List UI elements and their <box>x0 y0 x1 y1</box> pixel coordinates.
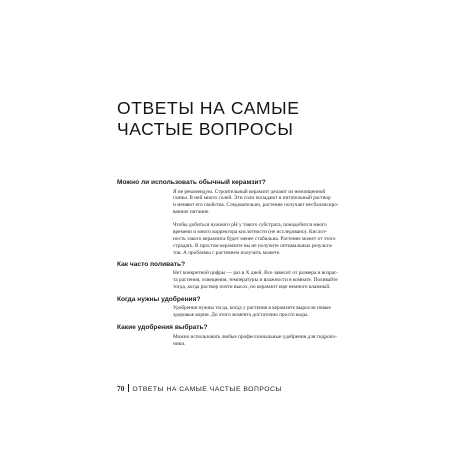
text-line: Я не рекомендую. Строительный керамзит делают из неочищенной <box>173 188 326 195</box>
faq-answer-2-paragraph-1 <box>173 270 347 291</box>
faq-item-1 <box>117 179 347 257</box>
faq-answer-3 <box>173 305 347 319</box>
faq-answer-1-paragraph-1 <box>173 189 347 217</box>
text-line: тогда, когда раствор почти высох, но керамзит еще немного влажный. <box>173 283 331 290</box>
text-line: та растения, освещения, температуры и влажности в комнате. Поливайте <box>173 277 338 284</box>
text-line: здоровые корни. До этого момента достаточно просто воды. <box>173 312 309 319</box>
text-line: Нет конкретной цифры — раз в X дней. Все зависит от размера и возрас- <box>173 270 339 277</box>
faq-content <box>117 179 347 353</box>
page-title <box>117 98 417 140</box>
faq-question-2: Как часто поливать? <box>117 260 186 268</box>
footer-divider <box>128 384 129 392</box>
text-line: и меняют его свойства. Следовательно, растение получает несбалансиро- <box>173 202 339 209</box>
text-line: глины. В ней много солей. Эти соли попадают в питательный раствор <box>173 195 331 202</box>
text-line: времени и много корректора кислотности (не исследовано). Кислот- <box>173 229 328 236</box>
text-line: ность такого керамзита будет менее стабильна. Растение может от этого <box>173 235 336 242</box>
faq-item-2 <box>117 261 347 291</box>
faq-answer-1-paragraph-2 <box>173 222 347 257</box>
page-title-line-2: ЧАСТЫЕ ВОПРОСЫ <box>117 119 294 139</box>
text-line: ники. <box>173 340 186 347</box>
faq-question-1: Можно ли использовать обычный керамзит? <box>117 179 266 186</box>
faq-answer-1 <box>173 189 347 257</box>
faq-question-3: Когда нужны удобрения? <box>117 295 201 303</box>
faq-answer-2 <box>173 270 347 291</box>
running-title: ОТВЕТЫ НА САМЫЕ ЧАСТЫЕ ВОПРОСЫ <box>132 386 282 393</box>
text-line: тов. А проблемы с растением получить можете. <box>173 249 281 256</box>
faq-answer-4-paragraph-1 <box>173 334 347 348</box>
page-footer <box>117 384 282 394</box>
text-line: Можно использовать любые профессиональные удобрения для гидропо- <box>173 333 337 340</box>
text-line: Чтобы добиться нужного рН у такого субстрата, понадобится много <box>173 222 327 229</box>
faq-answer-3-paragraph-1 <box>173 305 347 319</box>
faq-item-3 <box>117 296 347 319</box>
text-line: Удобрения нужны тогда, когда у растения в керамзите выросли новые <box>173 305 331 312</box>
faq-item-4 <box>117 324 347 347</box>
faq-answer-4 <box>173 334 347 348</box>
text-line: ванное питание. <box>173 209 210 216</box>
faq-question-4: Какие удобрения выбрать? <box>117 324 208 332</box>
page-title-line-1: ОТВЕТЫ НА САМЫЕ <box>117 98 300 118</box>
page-number: 70 <box>117 384 125 393</box>
text-line: страдать. В простом керамзите вы не получите оптимальных результа- <box>173 242 333 249</box>
